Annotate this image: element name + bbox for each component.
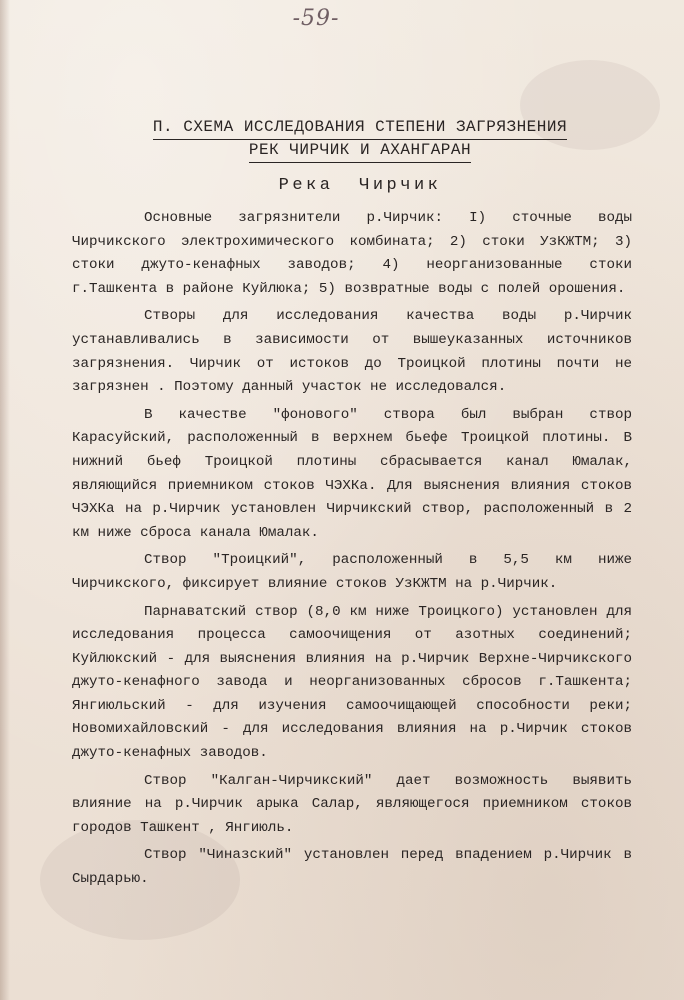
- paragraph: Створ "Троицкий", расположенный в 5,5 км ниже Чирчикского, фиксирует влияние стоков УзКЖТМ на р.Чирчик.: [72, 552, 632, 592]
- paragraph: Створ "Калган-Чирчикский" дает возможность выявить влияние на р.Чирчик арыка Салар, являющегося приемником стоков городов Ташкент , Янгиюль.: [72, 772, 632, 836]
- paragraph: Створ "Чиназский" установлен перед впадением р.Чирчик в Сырдарью.: [72, 847, 632, 888]
- paragraph: Парнаватский створ (8,0 км ниже Троицкого) установлен для исследования процесса самоочищения от азотных соединений; Куйлюкский - для выяснения влияния на р.Чирчик Верхне-Чирчикского джуто-кенафного завода и неорганизованных сбросов г.Ташкента; Янгиюльский - для изучения самоочищающей способности реки; Новомихайловский - для исследования влияния на р.Чирчик стоков джуто-кенафных заводов.: [72, 603, 632, 762]
- section-heading-text: П. СХЕМА ИССЛЕДОВАНИЯ СТЕПЕНИ ЗАГРЯЗНЕНИЯ: [153, 116, 567, 140]
- paragraph: Основные загрязнители р.Чирчик: I) сточные воды Чирчикского электрохимического комбината; 2) стоки УзКЖТМ; 3) стоки джуто-кенафных заводов; 4) неорганизованные стоки г.Ташкента в районе Куйлюка; 5) возвратные воды с полей орошения.: [72, 210, 632, 297]
- paragraph: В качестве "фонового" створа был выбран створ Карасуйский, расположенный в верхнем бьефе Троицкой плотины. В нижний бьеф Троицкой плотины сбрасывается канал Юмалак, являющийся приемником стоков ЧЭХКа. Для выяснения влияния стоков ЧЭХКа на р.Чирчик установлен Чирчикский створ, расположенный в 2 км ниже сброса канала Юмалак.: [72, 406, 632, 541]
- page-number: -59-: [292, 6, 340, 31]
- section-heading-line-2: [100, 139, 620, 163]
- paragraph: Створы для исследования качества воды р.Чирчик устанавливались в зависимости от вышеуказанных источников загрязнения. Чирчик от истоков до Троицкой плотины почти не загрязнен . Поэтому данный участок не исследовался.: [72, 308, 632, 396]
- page-edge-shadow: [0, 0, 10, 1000]
- subsection-heading: Река Чирчик: [278, 176, 442, 195]
- section-heading-line-1: [100, 116, 620, 140]
- section-heading-text: РЕК ЧИРЧИК И АХАНГАРАН: [249, 139, 471, 163]
- body-text: [72, 207, 632, 896]
